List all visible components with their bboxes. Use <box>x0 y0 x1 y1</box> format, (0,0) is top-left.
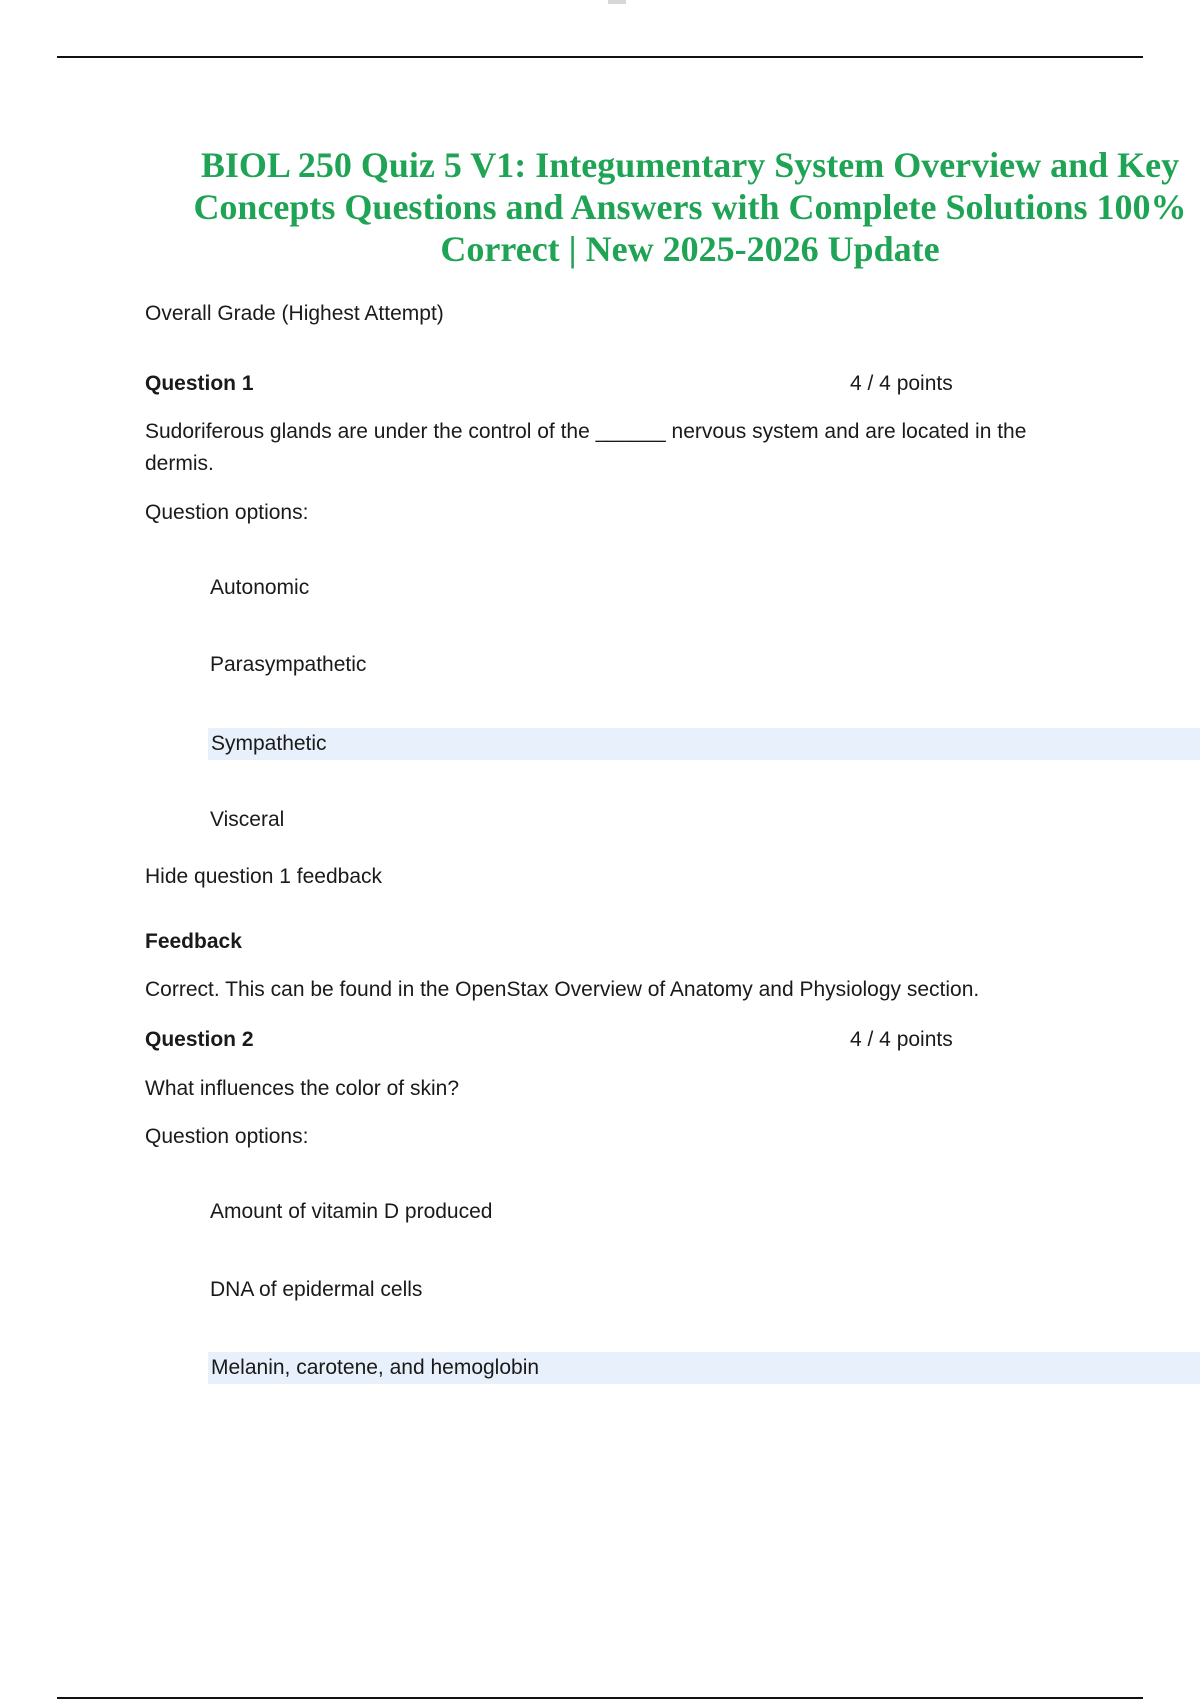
overall-grade-label: Overall Grade (Highest Attempt) <box>145 302 444 325</box>
question-1-heading: Question 1 <box>145 372 254 395</box>
question-2-prompt: What influences the color of skin? <box>145 1077 459 1100</box>
question-1-option-visceral[interactable]: Visceral <box>210 808 285 831</box>
question-1-option-sympathetic[interactable]: Sympathetic <box>208 728 1200 760</box>
question-1-option-autonomic[interactable]: Autonomic <box>210 576 310 599</box>
question-2-option-melanin[interactable]: Melanin, carotene, and hemoglobin <box>208 1352 1200 1384</box>
question-2-heading: Question 2 <box>145 1028 254 1051</box>
page-top-marker <box>608 0 626 4</box>
question-1-feedback-text: Correct. This can be found in the OpenStax Overview of Anatomy and Physiology section. <box>145 978 980 1001</box>
footer-rule <box>57 1697 1143 1699</box>
question-1-points: 4 / 4 points <box>850 372 953 395</box>
question-1-option-parasympathetic[interactable]: Parasympathetic <box>210 653 367 676</box>
question-2-points: 4 / 4 points <box>850 1028 953 1051</box>
question-2-options-label: Question options: <box>145 1125 309 1148</box>
question-1-prompt: Sudoriferous glands are under the control of the ______ nervous system and are located in the dermis. <box>145 420 1027 475</box>
question-1-feedback-toggle[interactable]: Hide question 1 feedback <box>145 865 382 888</box>
question-1-feedback-heading: Feedback <box>145 930 242 953</box>
question-2-option-vitamin-d[interactable]: Amount of vitamin D produced <box>210 1200 493 1223</box>
question-2-option-dna[interactable]: DNA of epidermal cells <box>210 1278 423 1301</box>
question-1-options-label: Question options: <box>145 501 309 524</box>
document-title: BIOL 250 Quiz 5 V1: Integumentary System Overview and Key Concepts Questions and Answers with Complete Solutions 100% Correct | New 2025-2026 Update <box>193 145 1187 269</box>
header-rule <box>57 56 1143 58</box>
